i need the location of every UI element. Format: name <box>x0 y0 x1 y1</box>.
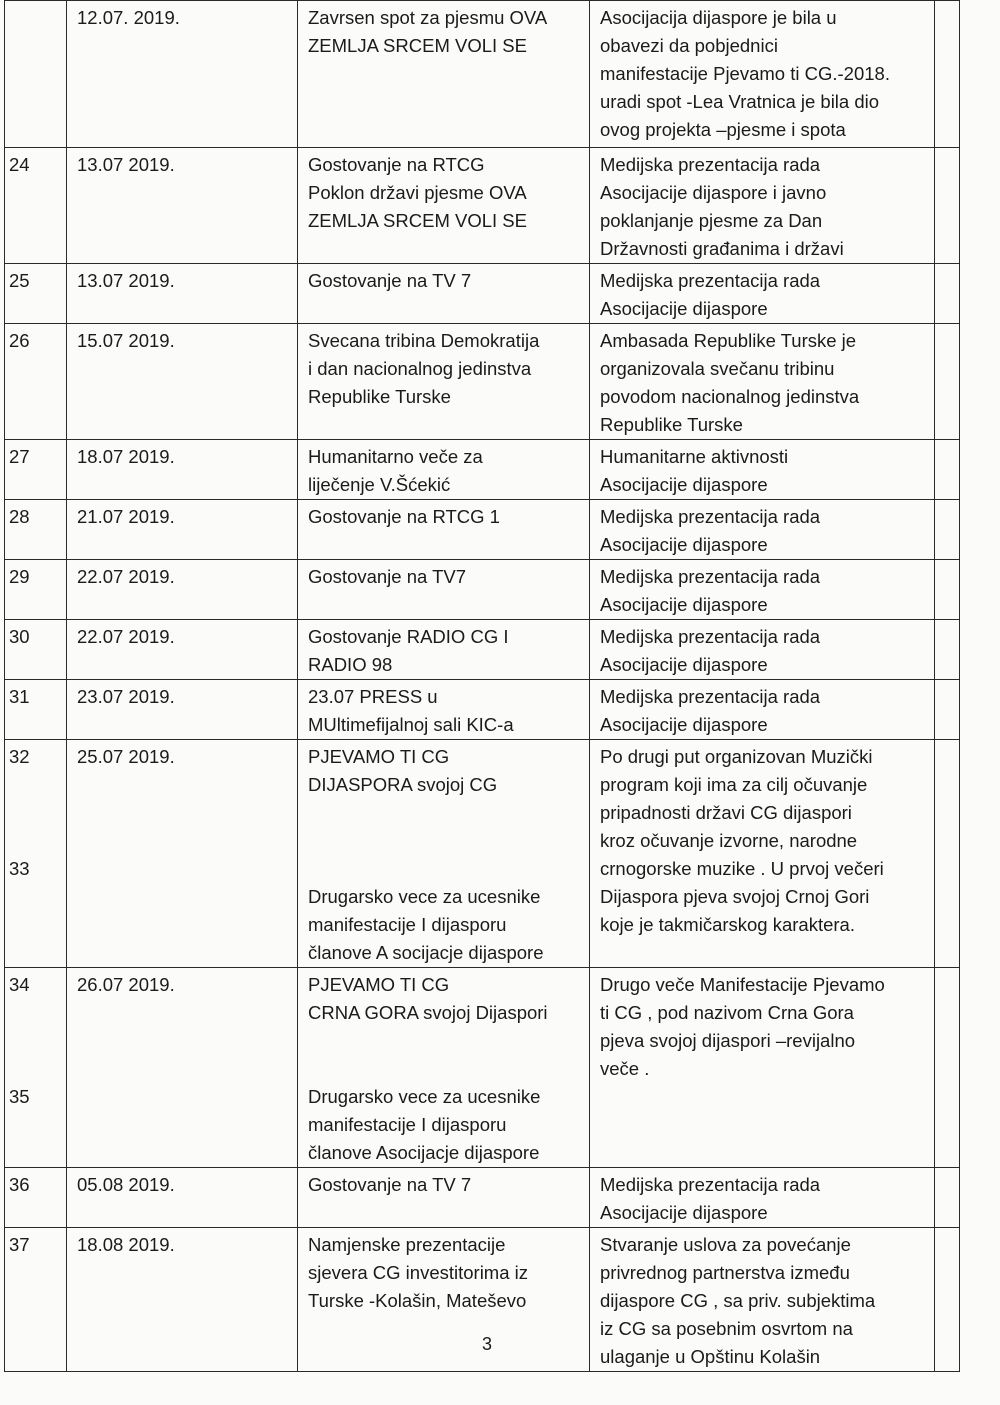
table-row <box>5 680 960 740</box>
row-number-cell <box>5 1168 67 1228</box>
row-number: 24 <box>9 154 30 175</box>
table-row <box>5 264 960 324</box>
row-number: 27 <box>9 446 30 467</box>
table-row <box>5 620 960 680</box>
event-text: 23.07 PRESS u MUltimefijalnoj sali KIC-a <box>308 686 514 735</box>
table-row <box>5 740 960 968</box>
table-row <box>5 1168 960 1228</box>
description-cell: Medijska prezentacija rada Asocijacije dijaspore <box>590 560 935 620</box>
event-extra-text: Drugarsko vece za ucesnike manifestacije I dijasporu članove Asocijacje dijaspore <box>308 1086 541 1163</box>
notes-cell <box>935 264 960 324</box>
page-number: 3 <box>482 1334 493 1354</box>
description-cell: Ambasada Republike Turske je organizovala svečanu tribinu povodom nacionalnog jedinstva Republike Turske <box>590 324 935 440</box>
notes-cell <box>935 1 960 148</box>
table-row <box>5 968 960 1168</box>
date-cell: 22.07 2019. <box>67 620 298 680</box>
row-number-cell <box>5 500 67 560</box>
date-cell: 15.07 2019. <box>67 324 298 440</box>
notes-cell <box>935 968 960 1168</box>
event-text: Namjenske prezentacije sjevera CG investitorima iz Turske -Kolašin, Mateševo <box>308 1234 529 1311</box>
row-number: 36 <box>9 1174 30 1195</box>
row-number: 25 <box>9 270 30 291</box>
row-number: 29 <box>9 566 30 587</box>
description-cell: Asocijacija dijaspore je bila u obavezi da pobjednici manifestacije Pjevamo ti CG.-2018. uradi spot -Lea Vratnica je bila dio ovog projekta –pjesme i spota <box>590 1 935 148</box>
date-cell: 18.08 2019. <box>67 1228 298 1372</box>
description-cell: Medijska prezentacija rada Asocijacije dijaspore <box>590 264 935 324</box>
event-cell <box>298 968 590 1168</box>
table-row <box>5 324 960 440</box>
description-cell: Medijska prezentacija rada Asocijacije dijaspore i javno poklanjanje pjesme za Dan Državnosti građanima i državi <box>590 148 935 264</box>
event-cell <box>298 440 590 500</box>
table-row <box>5 500 960 560</box>
description-cell: Humanitarne aktivnosti Asocijacije dijaspore <box>590 440 935 500</box>
row-number-cell <box>5 148 67 264</box>
notes-cell <box>935 500 960 560</box>
event-cell <box>298 1168 590 1228</box>
description-cell: Medijska prezentacija rada Asocijacije dijaspore <box>590 680 935 740</box>
event-text: Zavrsen spot za pjesmu OVA ZEMLJA SRCEM VOLI SE <box>308 7 548 56</box>
description-cell: Stvaranje uslova za povećanje privrednog partnerstva između dijaspore CG , sa priv. subjektima iz CG sa posebnim osvrtom na ulaganje u Opštinu Kolašin <box>590 1228 935 1372</box>
row-number-cell <box>5 440 67 500</box>
event-text: Gostovanje na TV 7 <box>308 1174 472 1195</box>
date-cell: 13.07 2019. <box>67 264 298 324</box>
date-cell: 25.07 2019. <box>67 740 298 968</box>
table-row <box>5 1 960 148</box>
event-text: Gostovanje na TV 7 <box>308 270 472 291</box>
event-cell <box>298 680 590 740</box>
event-cell <box>298 620 590 680</box>
row-number: 34 <box>9 974 30 995</box>
notes-cell <box>935 620 960 680</box>
date-cell: 13.07 2019. <box>67 148 298 264</box>
event-cell <box>298 560 590 620</box>
row-number: 30 <box>9 626 30 647</box>
row-number-cell <box>5 968 67 1168</box>
event-text: PJEVAMO TI CG DIJASPORA svojoj CG <box>308 746 498 795</box>
notes-cell <box>935 440 960 500</box>
event-text: Gostovanje na RTCG 1 <box>308 506 500 527</box>
table-body <box>5 1 960 1372</box>
event-text: Gostovanje RADIO CG I RADIO 98 <box>308 626 509 675</box>
notes-cell <box>935 680 960 740</box>
event-text: Gostovanje na TV7 <box>308 566 467 587</box>
row-number: 26 <box>9 330 30 351</box>
table-row <box>5 560 960 620</box>
row-number-cell <box>5 680 67 740</box>
event-cell <box>298 1 590 148</box>
event-cell <box>298 740 590 968</box>
row-number: 32 <box>9 746 30 767</box>
date-cell: 23.07 2019. <box>67 680 298 740</box>
row-number: 37 <box>9 1234 30 1255</box>
date-cell: 22.07 2019. <box>67 560 298 620</box>
table-row <box>5 148 960 264</box>
row-number-cell <box>5 324 67 440</box>
description-cell: Drugo veče Manifestacije Pjevamo ti CG , pod nazivom Crna Gora pjeva svojoj dijaspori –revijalno veče . <box>590 968 935 1168</box>
row-number-cell <box>5 1228 67 1372</box>
row-number-cell <box>5 264 67 324</box>
activity-table <box>4 0 960 1372</box>
date-cell: 12.07. 2019. <box>67 1 298 148</box>
date-cell: 26.07 2019. <box>67 968 298 1168</box>
row-number: 35 <box>9 1086 30 1107</box>
notes-cell <box>935 148 960 264</box>
event-text: Gostovanje na RTCG Poklon državi pjesme OVA ZEMLJA SRCEM VOLI SE <box>308 154 527 231</box>
row-number: 31 <box>9 686 30 707</box>
event-cell <box>298 1228 590 1372</box>
notes-cell <box>935 560 960 620</box>
row-number-cell <box>5 740 67 968</box>
description-cell: Medijska prezentacija rada Asocijacije dijaspore <box>590 500 935 560</box>
notes-cell <box>935 1228 960 1372</box>
notes-cell <box>935 324 960 440</box>
row-number: 33 <box>9 858 30 879</box>
event-text: PJEVAMO TI CG CRNA GORA svojoj Dijaspori <box>308 974 548 1023</box>
event-cell <box>298 500 590 560</box>
row-number-cell <box>5 1 67 148</box>
table-row <box>5 440 960 500</box>
row-number: 28 <box>9 506 30 527</box>
row-number-cell <box>5 620 67 680</box>
date-cell: 21.07 2019. <box>67 500 298 560</box>
date-cell: 05.08 2019. <box>67 1168 298 1228</box>
notes-cell <box>935 1168 960 1228</box>
event-cell <box>298 148 590 264</box>
event-cell <box>298 264 590 324</box>
notes-cell <box>935 740 960 968</box>
description-cell: Po drugi put organizovan Muzički program koji ima za cilj očuvanje pripadnosti državi CG dijaspori kroz očuvanje izvorne, narodne crnogorske muzike . U prvoj večeri Dijaspora pjeva svojoj Crnoj Gori koje je takmičarskog karaktera. <box>590 740 935 968</box>
event-extra-text: Drugarsko vece za ucesnike manifestacije I dijasporu članove A socijacje dijaspore <box>308 886 544 963</box>
event-text: Humanitarno veče za liječenje V.Šćekić <box>308 446 483 495</box>
event-text: Svecana tribina Demokratija i dan nacionalnog jedinstva Republike Turske <box>308 330 540 407</box>
description-cell: Medijska prezentacija rada Asocijacije dijaspore <box>590 1168 935 1228</box>
date-cell: 18.07 2019. <box>67 440 298 500</box>
event-cell <box>298 324 590 440</box>
row-number-cell <box>5 560 67 620</box>
description-cell: Medijska prezentacija rada Asocijacije dijaspore <box>590 620 935 680</box>
